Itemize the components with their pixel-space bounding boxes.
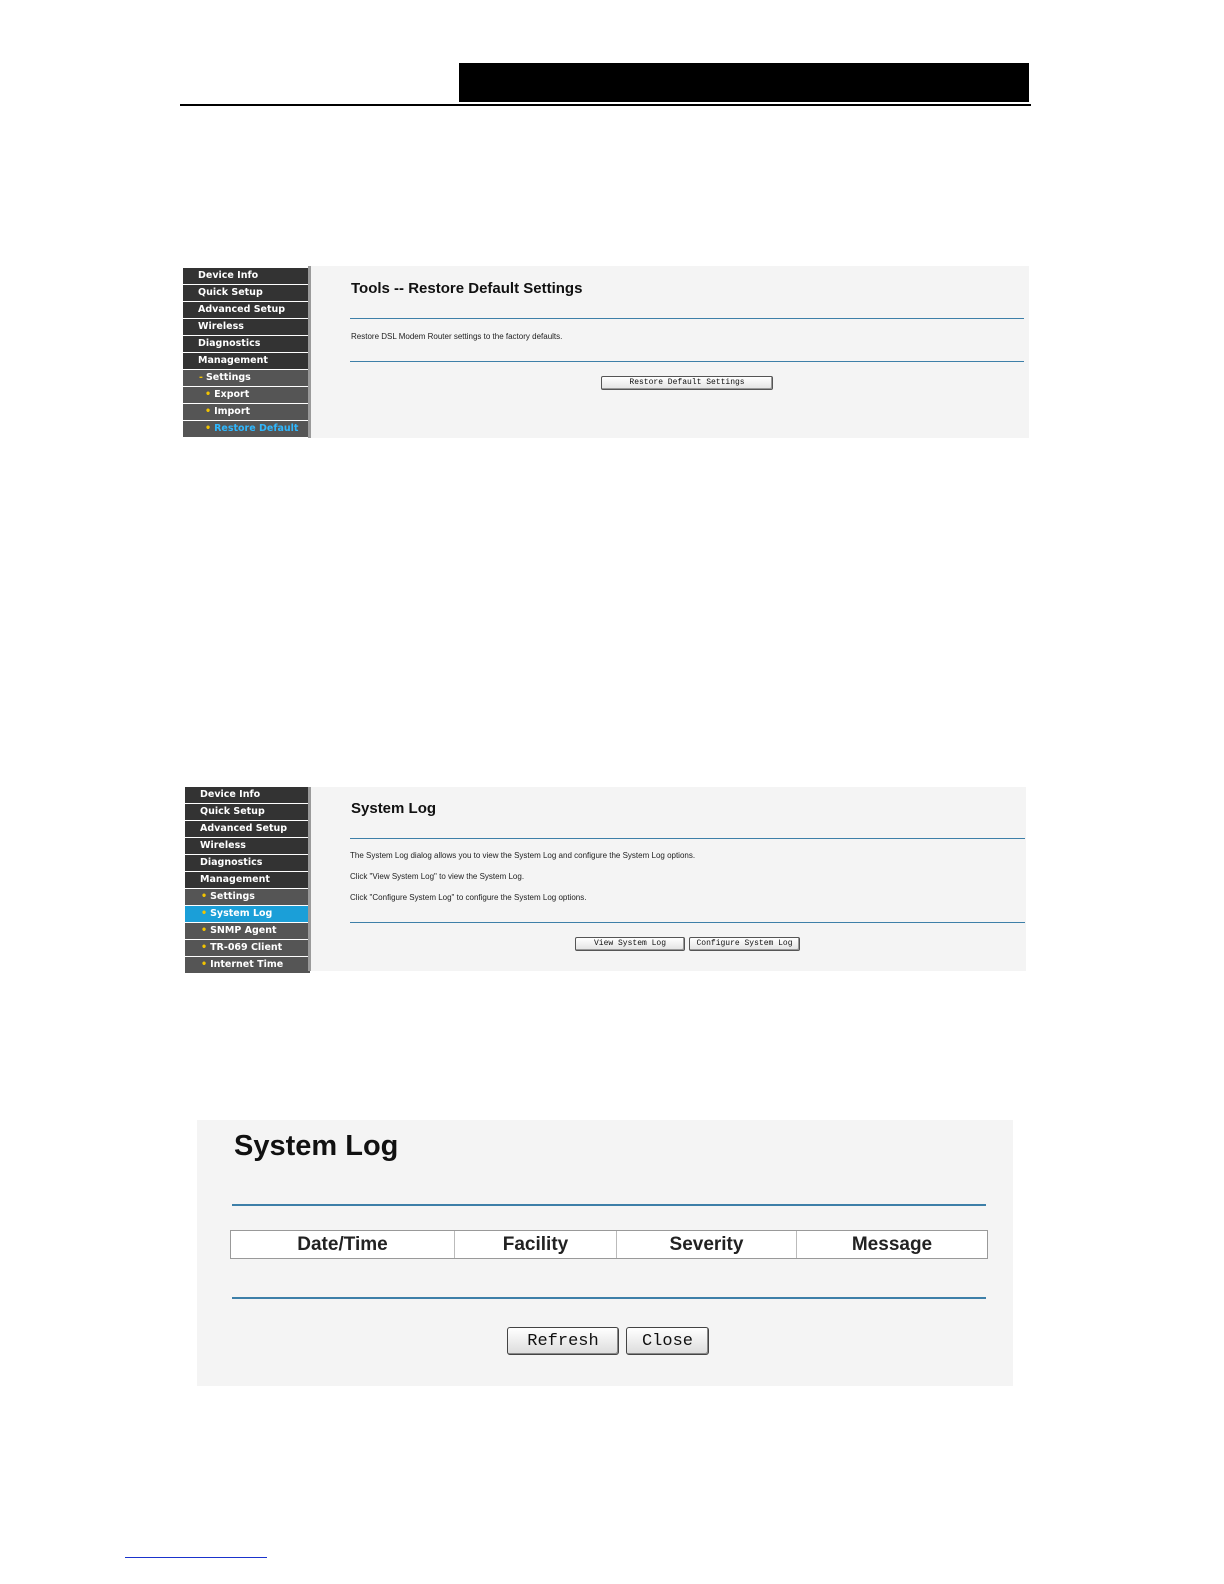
column-facility: Facility — [455, 1231, 617, 1258]
sidebar-item-restore-default[interactable] — [183, 421, 308, 437]
title-divider — [232, 1204, 986, 1206]
view-system-log-button[interactable]: View System Log — [575, 937, 685, 951]
view-log-hint: Click "View System Log" to view the System Log. — [350, 872, 525, 881]
log-table-header — [230, 1230, 988, 1259]
sidebar-item-settings[interactable] — [183, 370, 308, 386]
sidebar-item-import[interactable] — [183, 404, 308, 420]
sidebar-item-label: Restore Default — [214, 423, 299, 434]
sidebar-divider — [308, 266, 311, 438]
sidebar-item-advanced-setup[interactable]: Advanced Setup — [183, 302, 308, 318]
sidebar-item-label: Import — [214, 406, 251, 417]
restore-default-screenshot — [183, 266, 1029, 438]
page-title: Tools -- Restore Default Settings — [351, 280, 583, 297]
bullet-icon: • — [205, 406, 212, 417]
configure-log-hint: Click "Configure System Log" to configure the System Log options. — [350, 893, 587, 902]
sidebar-item-device-info[interactable]: Device Info — [183, 268, 308, 284]
sidebar-item-quick-setup[interactable]: Quick Setup — [185, 804, 310, 820]
bullet-icon: • — [201, 908, 208, 919]
header-bar — [459, 63, 1029, 102]
popup-title: System Log — [234, 1130, 399, 1162]
sidebar-item-management[interactable]: Management — [183, 353, 308, 369]
bullet-icon: • — [201, 942, 208, 953]
content-divider — [350, 922, 1025, 923]
sidebar-item-diagnostics[interactable]: Diagnostics — [183, 336, 308, 352]
sidebar-item-management[interactable]: Management — [185, 872, 310, 888]
content-divider — [350, 361, 1024, 362]
system-log-popup — [197, 1120, 1013, 1386]
header-rule — [180, 104, 1031, 106]
footer-link-underline — [125, 1557, 267, 1558]
sidebar-item-snmp-agent[interactable] — [185, 923, 310, 939]
sidebar-item-quick-setup[interactable]: Quick Setup — [183, 285, 308, 301]
sidebar-item-label: System Log — [210, 908, 273, 919]
sidebar-item-label: Settings — [205, 372, 251, 383]
content-divider — [232, 1297, 986, 1299]
column-date-time: Date/Time — [231, 1231, 455, 1258]
sidebar-nav — [185, 787, 310, 971]
sidebar-item-advanced-setup[interactable]: Advanced Setup — [185, 821, 310, 837]
refresh-button[interactable]: Refresh — [507, 1327, 619, 1355]
title-divider — [350, 318, 1024, 319]
sidebar-item-internet-time[interactable] — [185, 957, 310, 973]
sidebar-nav — [183, 266, 308, 438]
sidebar-item-settings[interactable] — [185, 889, 310, 905]
sidebar-item-wireless[interactable]: Wireless — [183, 319, 308, 335]
sidebar-item-system-log[interactable] — [185, 906, 310, 922]
sidebar-item-label: Internet Time — [210, 959, 284, 970]
page-title: System Log — [351, 800, 437, 817]
sidebar-item-wireless[interactable]: Wireless — [185, 838, 310, 854]
column-severity: Severity — [617, 1231, 797, 1258]
sidebar-item-label: Settings — [210, 891, 255, 902]
sidebar-item-diagnostics[interactable]: Diagnostics — [185, 855, 310, 871]
sidebar-item-label: SNMP Agent — [210, 925, 277, 936]
title-divider — [350, 838, 1025, 839]
bullet-icon: • — [205, 423, 212, 434]
sidebar-item-label: Export — [214, 389, 250, 400]
bullet-icon: • — [201, 891, 208, 902]
close-button[interactable]: Close — [626, 1327, 709, 1355]
system-log-description: The System Log dialog allows you to view the System Log and configure the System Log options. — [350, 851, 696, 860]
sidebar-item-tr069-client[interactable] — [185, 940, 310, 956]
restore-description: Restore DSL Modem Router settings to the factory defaults. — [351, 332, 563, 341]
bullet-icon: • — [201, 925, 208, 936]
sidebar-divider — [308, 787, 311, 971]
column-message: Message — [851, 1233, 933, 1255]
sidebar-item-label: TR-069 Client — [210, 942, 283, 953]
restore-default-settings-button[interactable]: Restore Default Settings — [601, 376, 773, 390]
collapse-marker-icon: - — [199, 372, 203, 383]
system-log-screenshot — [185, 787, 1026, 971]
configure-system-log-button[interactable]: Configure System Log — [689, 937, 800, 951]
sidebar-item-device-info[interactable]: Device Info — [185, 787, 310, 803]
bullet-icon: • — [201, 959, 208, 970]
bullet-icon: • — [205, 389, 212, 400]
sidebar-item-export[interactable] — [183, 387, 308, 403]
